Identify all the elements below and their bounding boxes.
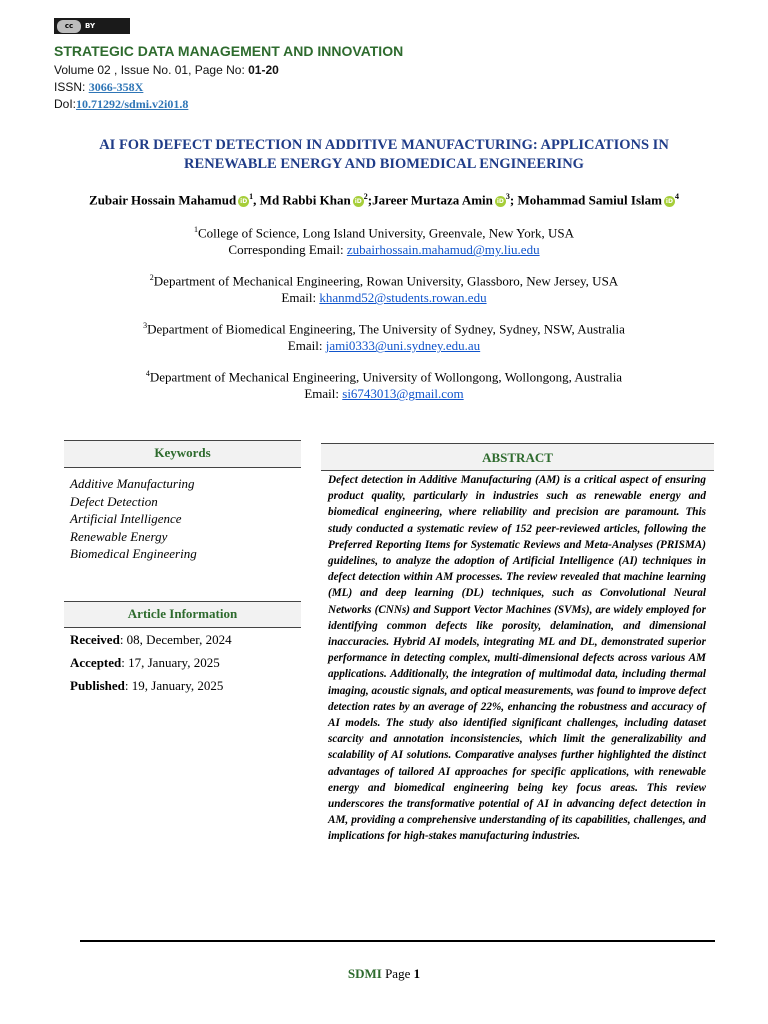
cc-license-badge [54, 18, 130, 34]
accepted-date: Accepted: 17, January, 2025 [70, 655, 220, 670]
author-affil-num: 4 [674, 192, 679, 201]
paper-title: AI FOR DEFECT DETECTION IN ADDITIVE MANUFACTURING: APPLICATIONS IN RENEWABLE ENERGY AND BIOMEDICAL ENGINEERING [99, 137, 669, 172]
keywords-panel [64, 440, 301, 563]
keyword-item: Artificial Intelligence [70, 511, 182, 527]
doi-line [54, 97, 188, 112]
volume-info: Volume 02 , Issue No. 01, Page No: [54, 63, 249, 77]
keyword-item: Biomedical Engineering [70, 546, 197, 562]
affiliation-1: $^1$College of Science, Long Island University, Greenvale, New York, USA Corresponding Email: zubairhossain.mahamud@my.liu.edu [193, 225, 575, 258]
orcid-icon[interactable]: iD [496, 198, 504, 206]
abstract-text: Defect detection in Additive Manufacturing (AM) is a critical aspect of ensuring product quality, particularly in industries such as renewable energy and biomedical engineering, where reliability and precision are paramount. This study conducted a systematic review of 152 peer-reviewed articles, following the Preferred Reporting Items for Systematic Reviews and Meta-Analyses (PRISMA) guidelines, to analyze the adoption of Artificial Intelligence (AI) techniques in defect detection within AM processes. The review revealed that machine learning (ML) and deep learning (DL) techniques, such as Convolutional Neural Networks (CNNs) and Support Vector Machines (SVMs), are widely employed for identifying common defects like porosity, delamination, and dimensional inaccuracies. Hybrid AI models, integrating ML and DL, demonstrated superior performance in detecting complex, multi-dimensional defects across various AM applications. Additionally, the integration of multimodal data, including thermal imaging, acoustic signals, and optical measurements, was found to improve defect detection rates by an average of 22%, enhancing the robustness and accuracy of AI models. The study also identified significant challenges, including dataset scarcity and annotation inconsistencies, which limit the generalizability and scalability of AI solutions. Comparative analyses further highlighted the distinct advantages of tailored AI approaches for specific applications, with renewable energy and biomedical engineering being key focus areas. This review underscores the transformative potential of AI in advancing defect detection in AM, providing a comprehensive understanding of its capabilities, challenges, and implications for high-stakes manufacturing industries. [328, 474, 706, 843]
doi-link[interactable]: 10.71292/sdmi.v2i01.8 [76, 97, 189, 111]
keywords-list [64, 468, 301, 563]
author-name: Md Rabbi Khan [259, 192, 351, 208]
keyword-item: Renewable Energy [70, 528, 168, 544]
affiliation-3: $^3$Department of Biomedical Engineering, The University of Sydney, Sydney, NSW, Australia Email: jami0333@uni.sydney.edu.au [143, 321, 625, 354]
author-affil-num: 3 [505, 192, 510, 201]
orcid-icon[interactable]: iD [354, 198, 362, 206]
author-affil-num: 2 [363, 192, 368, 201]
page-range: 01-20 [248, 63, 279, 77]
abstract-heading: ABSTRACT [321, 443, 714, 471]
email-link[interactable]: zubairhossain.mahamud@my.liu.edu [346, 242, 540, 258]
article-info-heading: Article Information [64, 601, 301, 628]
journal-volume-line [54, 63, 279, 77]
author-name: Zubair Hossain Mahamud [89, 192, 237, 208]
author-name: Jareer Murtaza Amin [372, 192, 493, 208]
page-number: 1 [413, 966, 421, 981]
issn-line [54, 80, 143, 95]
issn-label: ISSN: [54, 80, 89, 94]
affiliation-2: $^2$Department of Mechanical Engineering, Rowan University, Glassboro, New Jersey, USA Email: khanmd52@students.rowan.edu [149, 273, 619, 306]
footer-divider [80, 940, 715, 942]
abstract-panel [321, 443, 714, 845]
published-date: Published: 19, January, 2025 [70, 678, 224, 693]
affiliation-4: $^4$Department of Mechanical Engineering, University of Wollongong, Wollongong, Australia Email: si6743013@gmail.com [145, 369, 623, 402]
page-footer: SDMI Page 1 [347, 966, 421, 981]
received-date: Received: 08, December, 2024 [70, 632, 232, 647]
keyword-item: Defect Detection [70, 493, 158, 509]
orcid-icon[interactable]: iD [665, 198, 673, 206]
cc-by-label: BY [85, 22, 96, 30]
doi-label: DoI: [54, 97, 77, 111]
email-link[interactable]: jami0333@uni.sydney.edu.au [325, 338, 481, 354]
article-info-panel [64, 601, 301, 697]
email-link[interactable]: si6743013@gmail.com [342, 386, 464, 402]
author-list: Zubair Hossain Mahamud $iD^1$, Md Rabbi Khan $iD^2;Jareer$ Murtaza Amin $iD^3$; Mohammad Samiul Islam $iD^4$ [89, 192, 679, 208]
author-name: Mohammad Samiul Islam [517, 192, 662, 208]
footer-journal-abbr: SDMI [347, 966, 382, 981]
author-affil-num: 1 [249, 192, 254, 201]
issn-link[interactable]: 3066-358X [88, 80, 144, 94]
keyword-item: Additive Manufacturing [70, 476, 195, 491]
cc-logo-icon: cc [57, 20, 81, 33]
orcid-icon[interactable]: iD [240, 198, 248, 206]
email-link[interactable]: khanmd52@students.rowan.edu [319, 290, 487, 306]
keywords-heading: Keywords [64, 440, 301, 468]
journal-name: STRATEGIC DATA MANAGEMENT AND INNOVATION [54, 43, 404, 59]
